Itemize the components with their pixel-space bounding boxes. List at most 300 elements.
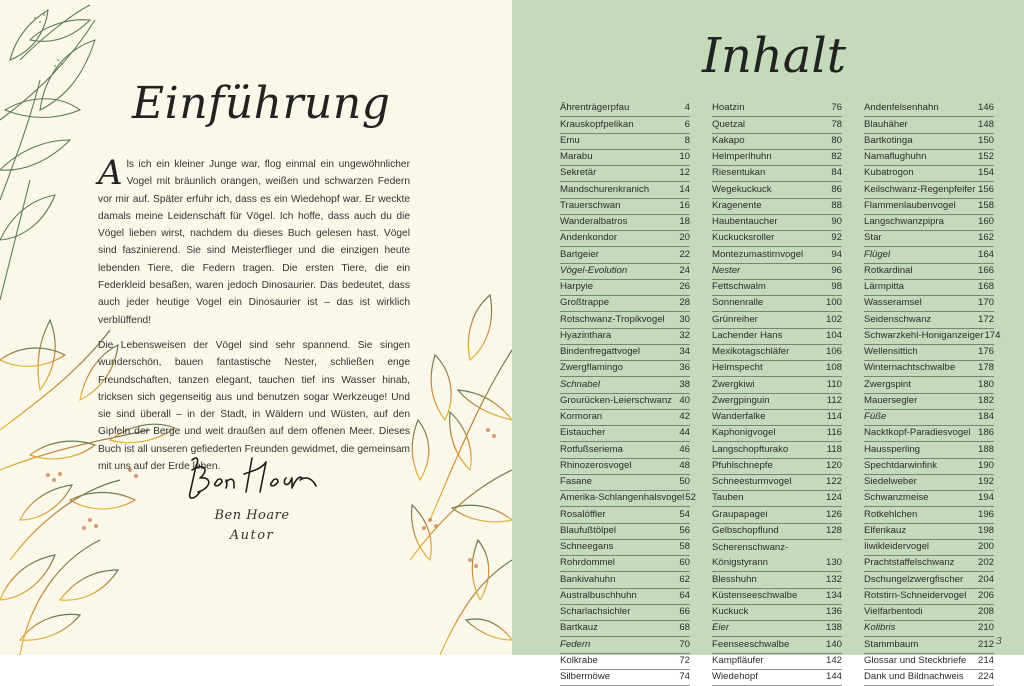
toc-entry-page: 24 [679, 264, 690, 276]
toc-entry [712, 312, 842, 328]
toc-entry-page: 46 [679, 443, 690, 455]
toc-entry-page: 112 [826, 394, 842, 406]
toc-entry-title: Kubatrogon [864, 167, 914, 179]
toc-entry [712, 475, 842, 491]
toc-entry [712, 410, 842, 426]
toc-entry-page: 48 [679, 459, 690, 471]
toc-entry-title: Langschopfturako [712, 443, 789, 455]
toc-entry-page: 170 [977, 297, 994, 309]
toc-entry-title: Nester [712, 264, 741, 276]
toc-entry-page: 116 [826, 427, 842, 439]
toc-entry [864, 654, 994, 670]
toc-entry-title: Großtrappe [560, 297, 610, 309]
toc-entry-title: Gelbschopflund [712, 524, 779, 536]
author-signature [182, 448, 322, 508]
toc-entry [560, 345, 690, 361]
toc-entry-title: Kakapo [712, 134, 745, 146]
toc-entry-page: 172 [977, 313, 994, 325]
toc-entry [712, 101, 842, 117]
toc-entry [712, 215, 842, 231]
toc-entry [864, 621, 994, 637]
toc-entry-title: Wiedehopf [712, 671, 758, 682]
toc-entry [712, 182, 842, 198]
toc-entry-title: Silbermöwe [560, 671, 611, 682]
toc-entry [864, 296, 994, 312]
toc-entry-title: Ährenträgerpfau [560, 102, 630, 114]
toc-entry-title: Rotstirn-Schneidervogel [864, 589, 967, 601]
toc-entry [560, 394, 690, 410]
toc-entry-page: 144 [825, 671, 842, 682]
toc-entry-title: Graupapagei [712, 508, 768, 520]
toc-entry [864, 670, 994, 686]
toc-entry-title: Kormoran [560, 411, 603, 422]
toc-entry-title: Mauersegler [864, 394, 918, 406]
toc-entry-title: Trauerschwan [560, 199, 621, 211]
toc-entry-title: Bartkotinga [864, 134, 913, 146]
toc-entry [864, 394, 994, 410]
toc-entry-page: 36 [679, 362, 690, 374]
toc-entry-title: Kuckuck [712, 606, 749, 617]
toc-entry-title: Mexikotagschläfer [712, 346, 790, 357]
toc-entry [864, 442, 994, 458]
toc-entry [712, 556, 842, 572]
toc-entry [712, 345, 842, 361]
toc-entry [864, 117, 994, 133]
toc-entry-title: Federn [560, 638, 591, 650]
toc-entry-title: Seidenschwanz [864, 313, 932, 325]
toc-entry [864, 264, 994, 280]
toc-entry-page: 98 [831, 281, 842, 292]
toc-column-1 [560, 101, 696, 686]
toc-entry [864, 166, 994, 182]
toc-entry [560, 312, 690, 328]
toc-entry [712, 605, 842, 621]
toc-entry [712, 231, 842, 247]
toc-entry-page: 18 [679, 216, 690, 227]
toc-entry [712, 572, 842, 588]
toc-entry-page: 124 [825, 492, 842, 504]
toc-entry-title: Rohrdommel [560, 557, 615, 569]
toc-entry-page: 162 [977, 232, 994, 244]
toc-entry-page: 204 [977, 573, 994, 585]
toc-entry-page: 178 [977, 362, 994, 374]
toc-entry-title: Schneegans [560, 541, 614, 552]
toc-entry-title: Füße [864, 411, 887, 422]
toc-entry-page: 200 [977, 541, 994, 552]
toc-entry-page: 26 [679, 281, 690, 292]
toc-entry-title: Flammenlaubenvogel [864, 199, 956, 211]
toc-entry-page: 180 [977, 378, 994, 390]
toc-entry-title: Kaphonigvogel [712, 427, 776, 439]
contents-page [512, 0, 1024, 682]
toc-entry-title: Marabu [560, 151, 593, 162]
toc-entry-page: 146 [977, 102, 994, 114]
toc-entry-page: 28 [679, 297, 690, 309]
toc-entry-title: Australbuschhuhn [560, 589, 637, 601]
intro-title: Einführung [132, 78, 391, 129]
toc-entry-title: Vielfarbentodi [864, 606, 923, 617]
toc-entry-page: 88 [831, 199, 842, 211]
toc-entry-title: Sonnenralle [712, 297, 764, 309]
toc-entry-title: Nacktkopf-Paradiesvogel [864, 427, 971, 439]
toc-entry-title: Grünreiher [712, 313, 758, 325]
toc-entry [560, 377, 690, 393]
toc-entry [712, 166, 842, 182]
toc-entry-title: Zwergkiwi [712, 378, 755, 390]
toc-entry-title: Kolkrabe [560, 654, 598, 666]
toc-entry-page: 10 [679, 151, 690, 162]
toc-entry [864, 377, 994, 393]
toc-entry-page: 224 [977, 671, 994, 682]
intro-page [0, 0, 512, 655]
toc-entry-title: Schnabel [560, 378, 601, 390]
toc-entry [560, 572, 690, 588]
toc-entry-page: 158 [977, 199, 994, 211]
toc-entry-page: 196 [977, 508, 994, 520]
toc-entry-page: 194 [977, 492, 994, 504]
toc-entry [560, 101, 690, 117]
toc-entry-page: 130 [825, 557, 842, 569]
toc-entry-page: 114 [826, 411, 842, 422]
toc-entry-page: 120 [825, 459, 842, 471]
toc-entry-page: 198 [977, 524, 994, 536]
toc-entry-title: Fettschwalm [712, 281, 766, 292]
toc-entry [864, 182, 994, 198]
toc-entry-title: Siedelweber [864, 476, 917, 487]
toc-entry-page: 20 [679, 232, 690, 244]
toc-entry [864, 475, 994, 491]
toc-entry-title: Blauhäher [864, 118, 908, 130]
toc-entry-page: 96 [831, 264, 842, 276]
toc-entry-title: Wellensittich [864, 346, 918, 357]
toc-entry-title: Lachender Hans [712, 329, 783, 341]
toc-entry-title: Bartgeier [560, 248, 599, 260]
toc-entry-page: 156 [977, 183, 994, 195]
toc-entry [864, 329, 1001, 345]
toc-entry [560, 247, 690, 263]
toc-entry-page: 176 [977, 346, 994, 357]
toc-entry [712, 654, 842, 670]
toc-entry-page: 102 [825, 313, 842, 325]
toc-entry-title: Bartkauz [560, 622, 598, 634]
toc-entry-title: Rosalöffler [560, 508, 606, 520]
toc-entry [560, 134, 690, 150]
intro-paragraph-2: Die Lebensweisen der Vögel sind sehr spannend. Sie singen wunderschön, bauen fantastische Nester, schließen enge Freundschaften, tanzen elegant, tauchen tief ins Wasser hinab, tricksen sich gegenseitig aus und benutzen sogar Werkzeuge! Und sie sind überall – in der Stadt, in Wäldern und Wüsten, auf den Gipfeln der Berge und weit draußen auf dem offenen Meer. Dieses Buch ist all unseren gefiederten Freunden gewidmet, die gemeinsam mit uns auf der Erde leben. [98, 339, 410, 473]
toc-entry [864, 572, 994, 588]
toc-entry-page: 202 [977, 557, 994, 569]
toc-entry-title: Dank und Bildnachweis [864, 671, 964, 682]
toc-entry-page: 50 [679, 476, 690, 487]
toc-entry [560, 637, 690, 653]
toc-entry [712, 199, 842, 215]
toc-entry-page: 100 [825, 297, 842, 309]
toc-entry-title: Montezumastirnvogel [712, 248, 804, 260]
toc-entry-page: 60 [679, 557, 690, 569]
toc-entry-page: 76 [831, 102, 842, 114]
toc-entry [712, 280, 842, 296]
toc-entry-title: Flügel [864, 248, 891, 260]
toc-entry-page: 22 [679, 248, 690, 260]
toc-entry [864, 410, 994, 426]
toc-entry-page: 142 [825, 654, 842, 666]
toc-entry-page: 168 [977, 281, 994, 292]
toc-entry-page: 78 [831, 118, 842, 130]
toc-entry [712, 540, 842, 556]
toc-entry [560, 361, 690, 377]
toc-entry [864, 134, 994, 150]
author-role: Autor [229, 528, 275, 543]
toc-entry-page: 68 [679, 622, 690, 634]
toc-entry-title: Eistaucher [560, 427, 606, 439]
toc-entry-title: Riesentukan [712, 167, 766, 179]
toc-entry-page: 148 [977, 118, 994, 130]
toc-entry-page: 122 [825, 476, 842, 487]
toc-entry-page: 34 [679, 346, 690, 357]
toc-entry-page: 16 [679, 199, 690, 211]
toc-entry-page: 56 [679, 524, 690, 536]
toc-entry-title: Zwergspint [864, 378, 911, 390]
toc-entry [560, 670, 690, 686]
toc-entry [560, 442, 690, 458]
toc-entry-page: 54 [679, 508, 690, 520]
toc-entry [712, 134, 842, 150]
toc-entry [864, 247, 994, 263]
toc-entry [560, 605, 690, 621]
toc-entry-page: 104 [825, 329, 842, 341]
toc-entry-page: 106 [825, 346, 842, 357]
toc-entry-page: 192 [977, 476, 994, 487]
toc-entry [712, 426, 842, 442]
toc-entry [712, 394, 842, 410]
toc-entry-page: 42 [679, 411, 690, 422]
intro-text [98, 153, 410, 483]
toc-entry [560, 329, 690, 345]
toc-entry [864, 589, 994, 605]
toc-entry-title: Haubentaucher [712, 216, 778, 227]
toc-entry [712, 117, 842, 133]
toc-entry-title: Sekretär [560, 167, 597, 179]
toc-entry-title: Rotschwanz-Tropikvogel [560, 313, 665, 325]
toc-entry-title: Andenkondor [560, 232, 618, 244]
toc-entry [864, 426, 994, 442]
toc-entry-title: Glossar und Steckbriefe [864, 654, 967, 666]
toc-entry-title: Königstyrann [712, 557, 768, 569]
toc-entry-title: Hyazinthara [560, 329, 612, 341]
toc-column-3 [864, 101, 1001, 686]
toc-entry [560, 589, 690, 605]
toc-entry [864, 459, 994, 475]
toc-entry-title: Andenfelsenhahn [864, 102, 939, 114]
toc-entry-title: Wanderfalke [712, 411, 766, 422]
toc-entry-page: 84 [831, 167, 842, 179]
toc-entry-title: Mandschurenkranich [560, 183, 650, 195]
toc-entry-page: 44 [679, 427, 690, 439]
toc-entry-page: 90 [831, 216, 842, 227]
toc-entry-page: 184 [977, 411, 994, 422]
toc-entry [560, 621, 690, 637]
toc-entry-title: Star [864, 232, 882, 244]
toc-entry-title: Blaufußtölpel [560, 524, 616, 536]
toc-entry-title: Blesshuhn [712, 573, 757, 585]
toc-entry [560, 524, 690, 540]
toc-entry-title: Spechtdarwinfink [864, 459, 938, 471]
toc-entry [712, 637, 842, 653]
toc-entry-title: Kampfläufer [712, 654, 764, 666]
toc-entry-title: Harpyie [560, 281, 594, 292]
toc-entry [864, 507, 994, 523]
toc-entry-title: Kuckucksroller [712, 232, 775, 244]
toc-entry [864, 101, 994, 117]
toc-entry-page: 38 [679, 378, 690, 390]
toc-entry-title: Fasane [560, 476, 592, 487]
toc-entry-title: Krauskopfpelikan [560, 118, 634, 130]
toc-entry [712, 459, 842, 475]
toc-entry-title: Elfenkauz [864, 524, 907, 536]
toc-entry-page: 154 [977, 167, 994, 179]
toc-entry [864, 524, 994, 540]
toc-entry [560, 215, 690, 231]
page-number: 3 [996, 637, 1002, 647]
toc-entry [560, 426, 690, 442]
toc-entry-title: Küstenseeschwalbe [712, 589, 798, 601]
toc-entry [864, 150, 994, 166]
contents-title: Inhalt [702, 28, 847, 84]
toc-entry-page: 66 [679, 606, 690, 617]
toc-entry-page: 174 [984, 329, 1001, 341]
toc-entry [864, 280, 994, 296]
toc-entry-title: Pfuhlschnepfe [712, 459, 773, 471]
toc-entry-title: Vögel-Evolution [560, 264, 628, 276]
toc-entry [864, 540, 994, 556]
toc-entry-page: 136 [825, 606, 842, 617]
toc-entry-page: 118 [826, 443, 842, 455]
toc-entry [560, 459, 690, 475]
toc-entry-page: 58 [679, 541, 690, 552]
toc-entry [560, 117, 690, 133]
toc-entry-title: Rotkardinal [864, 264, 913, 276]
toc-entry-page: 70 [679, 638, 690, 650]
toc-entry [864, 491, 994, 507]
toc-entry-title: Eier [712, 622, 730, 634]
toc-entry [712, 524, 842, 540]
toc-entry-page: 62 [679, 573, 690, 585]
toc-entry-title: Zwergpinguin [712, 394, 770, 406]
toc-entry-page: 128 [825, 524, 842, 536]
toc-entry-page: 8 [684, 134, 690, 146]
drop-cap: A [98, 153, 123, 193]
toc-entry-title: Stammbaum [864, 638, 919, 650]
toc-entry-title: Haussperling [864, 443, 920, 455]
toc-entry-page: 164 [977, 248, 994, 260]
toc-entry-title: Rotfußseriema [560, 443, 623, 455]
toc-entry-title: Tauben [712, 492, 744, 504]
toc-entry-page: 32 [679, 329, 690, 341]
toc-entry-title: Feenseeschwalbe [712, 638, 790, 650]
toc-column-2 [712, 101, 842, 686]
toc-entry [560, 280, 690, 296]
toc-entry-page: 64 [679, 589, 690, 601]
toc-entry [712, 589, 842, 605]
toc-entry [560, 410, 690, 426]
intro-paragraph-1: Als ich ein kleiner Junge war, flog einmal ein ungewöhnlicher Vogel mit bräunlich orangen, weißen und schwarzen Federn vor mir auf. Später erfuhr ich, dass es ein Wiedehopf war. Er weckte damals meine Leidenschaft für Vögel. Ich hoffe, dass auch du die Vögel lieben wirst, nachdem du dieses Buch gelesen hast. Vögel sind faszinierend. Sie sind Meisterflieger und die einzigen heute lebenden Tiere, die Federn tragen. Die ersten Tiere, die ein Federkleid besaßen, waren jedoch Dinosaurier. Das bedeutet, dass auch jeder heutige Vogel ein Dinosaurier ist – das ist wirklich verblüffend! [98, 153, 410, 326]
toc-entry [560, 556, 690, 572]
toc-entry-page: 30 [679, 313, 690, 325]
toc-entry-page: 188 [977, 443, 994, 455]
toc-entry [560, 150, 690, 166]
toc-entry [712, 361, 842, 377]
toc-entry-title: Scherenschwanz- [712, 542, 789, 553]
toc-entry-page: 110 [826, 378, 842, 390]
toc-entry [712, 329, 842, 345]
toc-entry-title: Grourücken-Leierschwanz [560, 394, 672, 406]
toc-entry [864, 605, 994, 621]
author-name: Ben Hoare [214, 508, 290, 523]
toc-entry-page: 72 [679, 654, 690, 666]
toc-entry [712, 491, 842, 507]
toc-entry [560, 491, 696, 507]
toc-entry-page: 126 [825, 508, 842, 520]
toc-entry-page: 160 [977, 216, 994, 227]
toc-entry-page: 6 [684, 118, 690, 130]
toc-entry-page: 108 [825, 362, 842, 374]
toc-entry-page: 138 [825, 622, 842, 634]
toc-entry-page: 132 [825, 573, 842, 585]
toc-entry-title: Amerika-Schlangenhalsvogel [560, 492, 685, 504]
toc-entry [560, 199, 690, 215]
toc-entry [560, 264, 690, 280]
toc-entry-page: 82 [831, 151, 842, 162]
toc-entry-page: 52 [685, 492, 696, 504]
toc-entry-page: 214 [977, 654, 994, 666]
toc-entry [712, 264, 842, 280]
toc-entry-title: Schwanzmeise [864, 492, 929, 504]
toc-entry [712, 247, 842, 263]
toc-entry-title: Emu [560, 134, 580, 146]
toc-entry-title: Kolibris [864, 622, 896, 634]
toc-entry [560, 182, 690, 198]
toc-entry [560, 166, 690, 182]
toc-entry-title: Langschwanzpipra [864, 216, 945, 227]
toc-entry-page: 4 [684, 102, 690, 114]
toc-entry-page: 208 [977, 606, 994, 617]
toc-entry [712, 150, 842, 166]
toc-entry [712, 377, 842, 393]
toc-entry-title: Hoatzin [712, 102, 745, 114]
toc-entry [864, 231, 994, 247]
toc-entry [864, 556, 994, 572]
toc-entry-page: 150 [977, 134, 994, 146]
toc-entry-title: Namaflughuhn [864, 151, 927, 162]
toc-entry-page: 206 [977, 589, 994, 601]
toc-entry-page: 182 [977, 394, 994, 406]
toc-entry-title: Scharlachsichler [560, 606, 631, 617]
toc-entry [864, 637, 994, 653]
toc-entry-title: Lärmpitta [864, 281, 904, 292]
toc-entry [560, 654, 690, 670]
toc-entry [864, 199, 994, 215]
toc-entry-page: 74 [679, 671, 690, 682]
toc-entry-page: 92 [831, 232, 842, 244]
toc-entry-title: Rotkehlchen [864, 508, 918, 520]
toc-entry-page: 14 [679, 183, 690, 195]
toc-entry [712, 296, 842, 312]
toc-entry [864, 361, 994, 377]
toc-entry-title: Iiwikleidervogel [864, 541, 930, 552]
toc-entry-page: 152 [977, 151, 994, 162]
toc-entry [864, 312, 994, 328]
toc-entry-title: Winternachtschwalbe [864, 362, 956, 374]
toc-entry-title: Wasseramsel [864, 297, 922, 309]
